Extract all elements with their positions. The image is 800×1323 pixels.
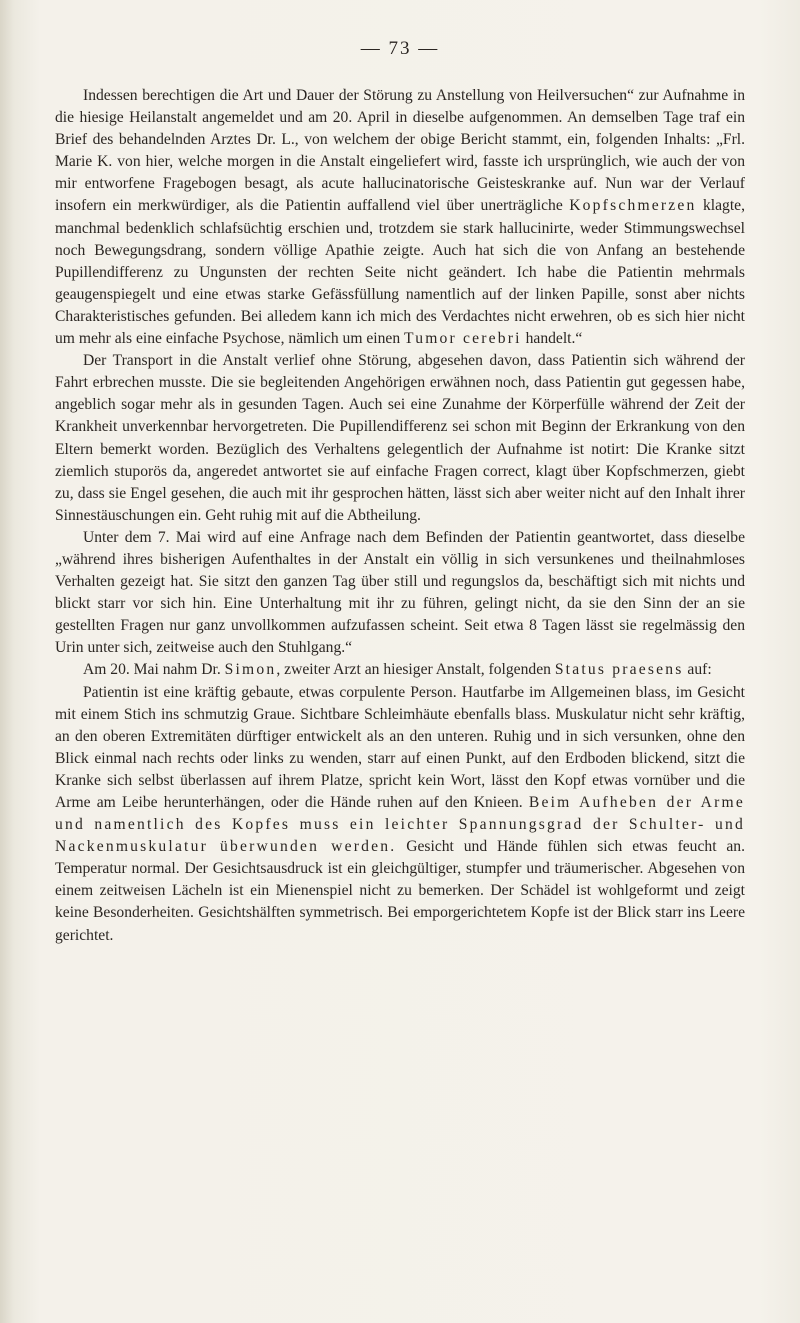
text-run: , zweiter Arzt an hiesiger Anstalt, folgenden [276,661,555,679]
paragraph [55,85,745,350]
paragraph [55,659,745,681]
spaced-text-run: Simon [224,661,277,679]
spaced-text-run: Tumor cerebri [404,330,522,348]
text-run: Am 20. Mai nahm Dr. [83,661,225,679]
spaced-text-run: Status praesens [554,661,684,679]
paragraph [55,350,745,527]
text-run: Gesicht und Hände fühlen sich etwas feucht an. Temperatur normal. Der Gesichtsausdruck ist ein gleichgültiger, stumpfer und träumerischer. Abgesehen von einem zeitweisen Lächeln ist ein Mienenspiel nicht zu bemerken. Der Schädel ist wohlgeformt und zeigt keine Besonderheiten. Gesichtshälften symmetrisch. Bei emporgerichtetem Kopfe ist der Blick starr ins Leere gerichtet. [55,838,745,944]
text-run: klagte, manchmal bedenklich schlafsüchtig erschien und, trotzdem sie stark hallucinirte, weder Stimmungswechsel noch Bewegungsdrang, sondern völlige Apathie zeigte. Auch hat sich die von Anfang an bestehende Pupillendifferenz zu Ungunsten der rechten Seite nicht geändert. Ich habe die Patientin mehrmals geaugenspiegelt und eine etwas starke Gefässfüllung namentlich auf der linken Papille, sonst aber nichts Charakteristisches gefunden. Bei alledem kann ich mich des Verdachtes nicht erwehren, ob es sich hier nicht um mehr als eine einfache Psychose, nämlich um einen [55,197,745,348]
spaced-text-run: Beim Aufheben der Arme und namentlich des Kopfes muss ein leichter Spannungsgrad der Schulter- und Nackenmuskulatur überwunden werden. [55,794,745,856]
text-run: handelt.“ [521,330,583,348]
text-run: auf: [683,661,712,679]
text-run: Indessen berechtigen die Art und Dauer der Störung zu Anstellung von Heilversuchen“ zur Aufnahme in die hiesige Heilanstalt angemeldet und am 20. April in dieselbe aufgenommen. An demselben Tage traf ein Brief des behandelnden Arztes Dr. L., von welchem der obige Bericht stammt, ein, folgenden Inhalts: „Frl. Marie K. von hier, welche morgen in die Anstalt eingeliefert wird, fasste ich ursprünglich, wie auch der von mir entworfene Fragebogen besagt, als acute hallucinatorische Geisteskranke auf. Nun war der Verlauf insofern ein merkwürdiger, als die Patientin auffallend viel über unerträgliche [55,87,745,215]
body-text [55,85,745,947]
page-number: — 73 — [360,38,440,59]
paragraph [55,527,745,660]
text-run: Unter dem 7. Mai wird auf eine Anfrage nach dem Befinden der Patientin geantwortet, dass dieselbe „während ihres bisherigen Aufenthaltes in der Anstalt ein völlig in sich versunkenes und theilnahmloses Verhalten gezeigt hat. Sie sitzt den ganzen Tag über still und regungslos da, beschäftigt sich mit nichts und blickt starr vor sich hin. Eine Unterhaltung mit ihr zu führen, gelingt nicht, da sie den Sinn der an sie gestellten Fragen nur ganz unvollkommen aufzufassen scheint. Seit etwa 8 Tagen lässt sie regelmässig den Urin unter sich, zeitweise auch den Stuhlgang.“ [55,528,745,657]
spaced-text-run: Kopfschmerzen [569,197,697,215]
text-run: Patientin ist eine kräftig gebaute, etwas corpulente Person. Hautfarbe im Allgemeinen blass, im Gesicht mit einem Stich ins schmutzig Graue. Sichtbare Schleimhäute ebenfalls blass. Muskulatur nicht sehr kräftig, an den oberen Extremitäten dürftiger entwickelt als an den unteren. Ruhig und in sich versunken, ohne den Blick einmal nach rechts oder links zu wenden, starr auf einen Punkt, auf den Erdboden blickend, sitzt die Kranke sich selbst überlassen auf ihrem Platze, spricht kein Wort, lässt den Kopf etwas vornüber und die Arme am Leibe herunterhängen, oder die Hände ruhen auf den Knieen. [55,683,745,811]
paragraph [55,682,745,947]
text-run: Der Transport in die Anstalt verlief ohne Störung, abgesehen davon, dass Patientin sich während der Fahrt erbrechen musste. Die sie begleitenden Angehörigen erwähnen noch, dass Patientin gut gegessen habe, angeblich sogar mehr als in gesunden Tagen. Auch sei eine Zunahme der Körperfülle während der Zeit der Krankheit unverkennbar hervorgetreten. Die Pupillendifferenz sei schon mit Beginn der Erkrankung von den Eltern bemerkt worden. Bezüglich des Verhaltens gelegentlich der Aufnahme ist notirt: Die Kranke sitzt ziemlich stuporös da, angeredet antwortet sie auf einfache Fragen correct, klagt über Kopfschmerzen, giebt zu, dass sie Engel gesehen, die auch mit ihr gesprochen hätten, lässt sich aber weiter nicht auf den Inhalt ihrer Sinnestäuschungen ein. Geht ruhig mit auf die Abtheilung. [55,352,745,524]
